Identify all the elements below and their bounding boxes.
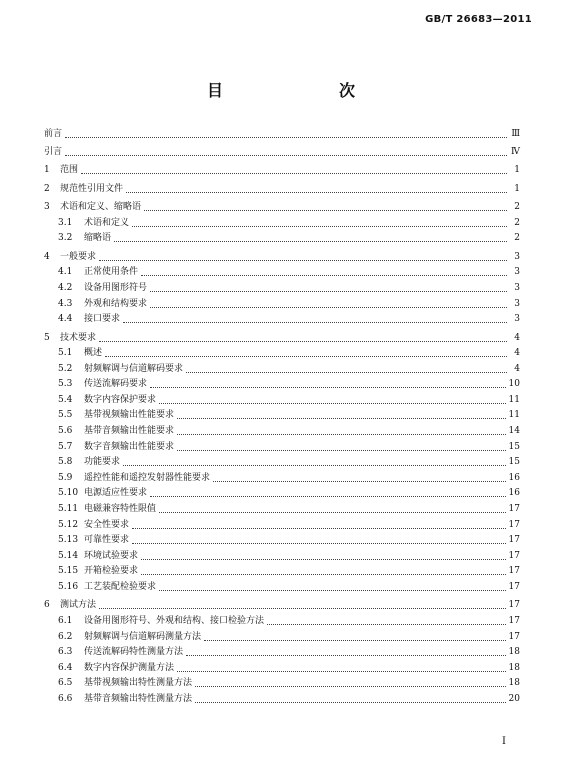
toc-entry-number: 4.1: [58, 267, 73, 278]
toc-leader-dots: [141, 558, 506, 560]
toc-leader-dots: [141, 573, 506, 575]
toc-entry-number: 3.1: [58, 217, 73, 228]
toc-entry-number: 6.1: [58, 615, 73, 626]
toc-entry-label: 基带音频输出性能要求: [84, 426, 175, 437]
toc-entry-page: Ⅳ: [511, 146, 520, 157]
toc-entry-label: 功能要求: [84, 457, 121, 468]
toc-entry[interactable]: [44, 577, 520, 593]
toc-leader-dots: [177, 433, 506, 435]
toc-entry-page: 4: [514, 363, 520, 374]
toc-entry-label: 可靠性要求: [84, 535, 130, 546]
toc-entry[interactable]: [44, 161, 520, 177]
toc-entry-number: 6: [44, 600, 50, 611]
toc-entry-label: 数字音频输出性能要求: [84, 441, 175, 452]
toc-entry[interactable]: [44, 278, 520, 294]
toc-entry-page: 18: [508, 678, 520, 689]
toc-title: 目 次: [206, 81, 383, 100]
toc-entry-number: 6.3: [58, 647, 73, 658]
toc-entry-page: 1: [514, 183, 520, 194]
toc-entry-number: 6.5: [58, 678, 73, 689]
toc-entry-number: 5.1: [58, 348, 73, 359]
toc-entry-label: 设备用图形符号、外观和结构、接口检验方法: [84, 615, 265, 626]
toc-entry-label: 缩略语: [84, 233, 112, 244]
toc-entry-label: 设备用图形符号: [84, 282, 148, 293]
toc-entry[interactable]: [44, 658, 520, 674]
toc-entry-page: 17: [508, 582, 520, 592]
toc-entry-label: 概述: [84, 348, 103, 359]
toc-leader-dots: [204, 639, 506, 641]
toc-entry[interactable]: [44, 229, 520, 245]
toc-entry-label: 测试方法: [60, 600, 97, 611]
toc-entry-page: 4: [514, 332, 520, 343]
toc-entry-number: 6.2: [58, 631, 73, 642]
toc-leader-dots: [123, 464, 506, 466]
toc-leader-dots: [132, 542, 506, 544]
toc-entry-label: 基带视频输出性能要求: [84, 410, 175, 421]
toc-leader-dots: [132, 527, 506, 529]
toc-entry-number: 4.2: [58, 282, 73, 293]
toc-leader-dots: [99, 607, 506, 609]
toc-entry-page: Ⅲ: [511, 128, 520, 139]
toc-entry-label: 规范性引用文件: [60, 183, 124, 194]
toc-entry-page: 3: [514, 298, 520, 309]
toc-entry[interactable]: [44, 437, 520, 453]
toc-entry-page: 11: [508, 394, 520, 405]
toc-entry-page: 17: [508, 550, 520, 561]
toc-entry-page: 17: [508, 519, 520, 530]
toc-entry-label: 基带视频输出特性测量方法: [84, 678, 193, 689]
toc-entry[interactable]: [44, 643, 520, 659]
toc-entry-page: 16: [508, 488, 520, 499]
toc-leader-dots: [144, 209, 507, 211]
toc-entry-label: 遥控性能和遥控发射器性能要求: [84, 472, 211, 483]
toc-entry-number: 5: [44, 332, 50, 343]
toc-entry-label: 环境试验要求: [84, 550, 139, 561]
toc-entry-label: 数字内容保护测量方法: [84, 662, 175, 673]
toc-leader-dots: [150, 306, 507, 308]
toc-entry-number: 5.5: [58, 410, 73, 421]
toc-entry[interactable]: [44, 689, 520, 705]
toc-entry-label: 电源适应性要求: [84, 488, 148, 499]
toc-leader-dots: [105, 355, 507, 357]
standard-code: GB/T 26683—2011: [425, 14, 532, 25]
toc-entry[interactable]: [44, 562, 520, 578]
toc-entry[interactable]: [44, 546, 520, 562]
toc-entry-label: 电磁兼容特性限值: [84, 504, 157, 515]
toc-entry-number: 6.4: [58, 662, 73, 673]
toc-entry-page: 11: [508, 410, 520, 421]
toc-entry[interactable]: [44, 627, 520, 643]
toc-entry-label: 射频解调与信道解码要求: [84, 363, 184, 374]
toc-entry-page: 3: [514, 282, 520, 293]
toc-leader-dots: [65, 154, 507, 156]
toc-leader-dots: [177, 449, 506, 451]
toc-leader-dots: [159, 402, 506, 404]
toc-entry-page: 14: [508, 426, 520, 437]
toc-entry-number: 5.2: [58, 363, 73, 374]
toc-entry-page: 15: [508, 441, 520, 452]
toc-entry-number: 4.3: [58, 298, 73, 309]
toc-entry-label: 射频解调与信道解码测量方法: [84, 631, 202, 642]
toc-entry[interactable]: [44, 198, 520, 214]
toc-entry-label: 数字内容保护要求: [84, 394, 157, 405]
toc-entry-number: 3.2: [58, 233, 73, 244]
toc-entry[interactable]: [44, 124, 520, 140]
toc-entry-label: 术语和定义: [84, 217, 130, 228]
toc-entry-number: 5.12: [58, 519, 79, 530]
toc-entry[interactable]: [44, 310, 520, 326]
toc-entry[interactable]: [44, 484, 520, 500]
toc-entry-page: 2: [514, 233, 520, 244]
toc-entry[interactable]: [44, 468, 520, 484]
toc-leader-dots: [186, 371, 507, 373]
toc-leader-dots: [123, 321, 507, 323]
toc-entry-page: 17: [508, 566, 520, 577]
toc-entry-page: 3: [514, 267, 520, 278]
toc-leader-dots: [150, 290, 507, 292]
toc-entry-label: 外观和结构要求: [84, 298, 148, 309]
toc-entry-page: 17: [508, 615, 520, 626]
toc-leader-dots: [186, 654, 506, 656]
toc-entry-number: 5.9: [58, 472, 73, 483]
toc-entry-page: 10: [508, 379, 520, 390]
toc-entry-number: 5.6: [58, 426, 73, 437]
toc-entry[interactable]: [44, 406, 520, 422]
toc-leader-dots: [195, 685, 506, 687]
toc-entry-label: 传送流解码要求: [84, 379, 148, 390]
toc-entry-page: 18: [508, 662, 520, 673]
toc-leader-dots: [195, 701, 506, 703]
toc-leader-dots: [150, 386, 506, 388]
toc-entry[interactable]: [44, 453, 520, 469]
toc-entry-number: 5.3: [58, 379, 73, 390]
toc-entry-number: 5.10: [58, 488, 79, 499]
toc-entry-number: 6.6: [58, 693, 73, 704]
toc-leader-dots: [177, 417, 506, 419]
toc-entry-number: 5.7: [58, 441, 73, 452]
toc-entry-number: 5.11: [58, 504, 79, 515]
toc-entry-number: 5.8: [58, 457, 73, 468]
toc-entry-label: 引言: [44, 146, 63, 157]
toc-entry-page: 17: [508, 600, 520, 611]
toc-entry[interactable]: [44, 375, 520, 391]
toc-leader-dots: [126, 191, 507, 193]
toc-entry-label: 工艺装配检验要求: [84, 582, 157, 592]
toc-entry[interactable]: [44, 344, 520, 360]
toc-entry[interactable]: [44, 611, 520, 627]
toc-leader-dots: [213, 480, 506, 482]
toc-entry[interactable]: [44, 596, 520, 612]
toc-entry[interactable]: [44, 421, 520, 437]
toc-entry-page: 2: [514, 202, 520, 213]
toc-entry[interactable]: [44, 359, 520, 375]
toc-leader-dots: [267, 623, 506, 625]
toc-entry[interactable]: [44, 179, 520, 195]
toc-entry-page: 3: [514, 251, 520, 262]
toc-entry-number: 5.13: [58, 535, 79, 546]
toc-entry-page: 17: [508, 631, 520, 642]
toc-entry-page: 17: [508, 504, 520, 515]
toc-entry-number: 1: [44, 165, 50, 176]
toc-entry-number: 4: [44, 251, 50, 262]
toc-entry-number: 3: [44, 202, 50, 213]
toc-entry[interactable]: [44, 142, 520, 158]
toc-entry-page: 20: [508, 693, 520, 704]
toc-entry-page: 1: [514, 165, 520, 176]
toc-entry-page: 17: [508, 535, 520, 546]
page-folio: Ⅰ: [502, 736, 506, 747]
toc-entry-label: 范围: [60, 165, 79, 176]
table-of-contents: [44, 124, 520, 705]
toc-entry-page: 2: [514, 217, 520, 228]
toc-entry-number: 5.16: [58, 582, 79, 592]
toc-entry-label: 技术要求: [60, 332, 97, 343]
toc-entry-page: 16: [508, 472, 520, 483]
toc-leader-dots: [65, 136, 507, 138]
toc-entry-label: 传送流解码特性测量方法: [84, 647, 184, 658]
toc-entry-label: 一般要求: [60, 251, 97, 262]
toc-entry-number: 5.4: [58, 394, 73, 405]
toc-leader-dots: [99, 340, 507, 342]
toc-entry-label: 正常使用条件: [84, 267, 139, 278]
toc-entry[interactable]: [44, 531, 520, 547]
toc-leader-dots: [141, 274, 507, 276]
toc-entry-label: 前言: [44, 128, 63, 139]
toc-entry[interactable]: [44, 263, 520, 279]
toc-leader-dots: [159, 589, 506, 591]
toc-entry[interactable]: [44, 390, 520, 406]
toc-leader-dots: [159, 511, 506, 513]
toc-entry-number: 4.4: [58, 314, 73, 325]
toc-entry[interactable]: [44, 499, 520, 515]
toc-leader-dots: [81, 172, 507, 174]
toc-leader-dots: [99, 259, 507, 261]
toc-entry[interactable]: [44, 515, 520, 531]
toc-entry-page: 15: [508, 457, 520, 468]
toc-entry[interactable]: [44, 294, 520, 310]
toc-leader-dots: [177, 670, 506, 672]
toc-entry-page: 3: [514, 314, 520, 325]
toc-entry-label: 安全性要求: [84, 519, 130, 530]
toc-entry-page: 18: [508, 647, 520, 658]
toc-entry-number: 5.14: [58, 550, 79, 561]
toc-entry-number: 5.15: [58, 566, 79, 577]
toc-entry[interactable]: [44, 328, 520, 344]
toc-entry-label: 开箱检验要求: [84, 566, 139, 577]
toc-entry-label: 基带音频输出特性测量方法: [84, 693, 193, 704]
toc-entry[interactable]: [44, 247, 520, 263]
toc-entry[interactable]: [44, 213, 520, 229]
toc-entry[interactable]: [44, 674, 520, 690]
toc-leader-dots: [114, 240, 507, 242]
toc-leader-dots: [150, 495, 506, 497]
toc-entry-label: 接口要求: [84, 314, 121, 325]
toc-entry-label: 术语和定义、缩略语: [60, 202, 142, 213]
toc-leader-dots: [132, 225, 507, 227]
toc-entry-number: 2: [44, 183, 50, 194]
toc-entry-page: 4: [514, 348, 520, 359]
